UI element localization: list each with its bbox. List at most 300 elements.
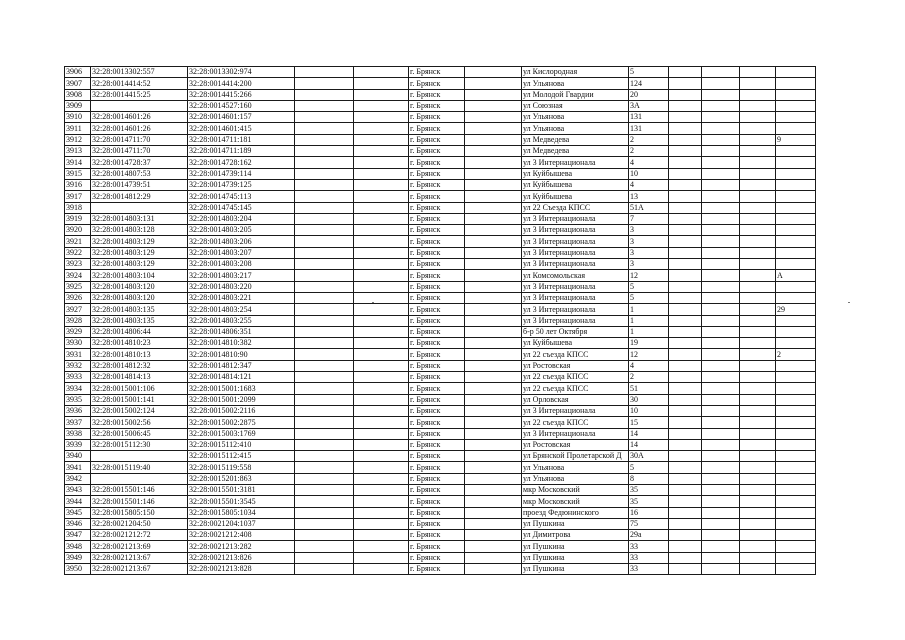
table-row <box>65 225 816 236</box>
cadastral-parcel-cell: 32:28:0014711:70 <box>91 146 188 157</box>
cadastral-object-cell: 32:28:0014601:157 <box>188 112 295 123</box>
apartment-cell <box>776 417 816 428</box>
empty-cell <box>354 78 409 89</box>
empty-cell <box>669 247 702 258</box>
empty-cell <box>702 473 740 484</box>
house-number-cell: 1 <box>629 304 669 315</box>
table-row <box>65 281 816 292</box>
address-registry-table <box>64 66 816 575</box>
empty-cell <box>740 213 776 224</box>
empty-cell <box>669 326 702 337</box>
empty-cell <box>740 473 776 484</box>
cadastral-object-cell: 32:28:0014745:145 <box>188 202 295 213</box>
empty-cell <box>669 473 702 484</box>
cadastral-object-cell: 32:28:0014803:255 <box>188 315 295 326</box>
table-row <box>65 405 816 416</box>
empty-cell <box>702 281 740 292</box>
cadastral-object-cell: 32:28:0014739:114 <box>188 168 295 179</box>
empty-cell <box>354 89 409 100</box>
cadastral-object-cell: 32:28:0013302:974 <box>188 67 295 78</box>
house-number-cell: 3 <box>629 247 669 258</box>
row-number-cell: 3943 <box>65 484 91 495</box>
empty-cell <box>740 270 776 281</box>
empty-cell <box>354 360 409 371</box>
house-number-cell: 12 <box>629 349 669 360</box>
empty-cell <box>295 326 354 337</box>
empty-cell <box>740 168 776 179</box>
empty-cell <box>295 168 354 179</box>
cadastral-parcel-cell: 32:28:0015001:106 <box>91 383 188 394</box>
street-cell: ул Ульянова <box>522 112 629 123</box>
empty-cell <box>740 507 776 518</box>
empty-cell <box>740 67 776 78</box>
empty-cell <box>740 552 776 563</box>
empty-cell <box>354 372 409 383</box>
empty-cell <box>669 259 702 270</box>
apartment-cell <box>776 518 816 529</box>
street-cell: ул Ульянова <box>522 78 629 89</box>
empty-cell <box>354 541 409 552</box>
empty-cell <box>465 349 522 360</box>
city-cell: г. Брянск <box>409 417 465 428</box>
row-number-cell: 3944 <box>65 496 91 507</box>
cadastral-object-cell: 32:28:0014803:254 <box>188 304 295 315</box>
empty-cell <box>354 462 409 473</box>
empty-cell <box>354 428 409 439</box>
empty-cell <box>465 179 522 190</box>
table-row <box>65 191 816 202</box>
row-number-cell: 3939 <box>65 439 91 450</box>
table-row <box>65 202 816 213</box>
apartment-cell <box>776 292 816 303</box>
table-row <box>65 157 816 168</box>
house-number-cell: 1 <box>629 315 669 326</box>
empty-cell <box>702 462 740 473</box>
city-cell: г. Брянск <box>409 405 465 416</box>
apartment-cell <box>776 564 816 575</box>
city-cell: г. Брянск <box>409 507 465 518</box>
city-cell: г. Брянск <box>409 78 465 89</box>
city-cell: г. Брянск <box>409 89 465 100</box>
empty-cell <box>465 89 522 100</box>
apartment-cell <box>776 405 816 416</box>
apartment-cell: А <box>776 270 816 281</box>
cadastral-object-cell: 32:28:0021212:408 <box>188 530 295 541</box>
cadastral-parcel-cell: 32:28:0014601:26 <box>91 123 188 134</box>
empty-cell <box>702 417 740 428</box>
house-number-cell: 5 <box>629 462 669 473</box>
row-number-cell: 3936 <box>65 405 91 416</box>
city-cell: г. Брянск <box>409 428 465 439</box>
apartment-cell: 2 <box>776 349 816 360</box>
apartment-cell <box>776 168 816 179</box>
table-row <box>65 304 816 315</box>
city-cell: г. Брянск <box>409 484 465 495</box>
table-row <box>65 530 816 541</box>
row-number-cell: 3930 <box>65 338 91 349</box>
cadastral-object-cell: 32:28:0014803:217 <box>188 270 295 281</box>
street-cell: ул 3 Интернационала <box>522 225 629 236</box>
empty-cell <box>740 394 776 405</box>
apartment-cell <box>776 67 816 78</box>
row-number-cell: 3915 <box>65 168 91 179</box>
empty-cell <box>354 179 409 190</box>
row-number-cell: 3906 <box>65 67 91 78</box>
cadastral-parcel-cell <box>91 202 188 213</box>
empty-cell <box>669 564 702 575</box>
cadastral-parcel-cell: 32:28:0014803:135 <box>91 304 188 315</box>
cadastral-parcel-cell: 32:28:0015112:30 <box>91 439 188 450</box>
empty-cell <box>465 541 522 552</box>
apartment-cell <box>776 541 816 552</box>
empty-cell <box>465 326 522 337</box>
city-cell: г. Брянск <box>409 383 465 394</box>
street-cell: ул Молодой Гвардии <box>522 89 629 100</box>
empty-cell <box>669 383 702 394</box>
table-row <box>65 552 816 563</box>
empty-cell <box>354 564 409 575</box>
city-cell: г. Брянск <box>409 552 465 563</box>
house-number-cell: 10 <box>629 405 669 416</box>
empty-cell <box>669 451 702 462</box>
empty-cell <box>354 225 409 236</box>
empty-cell <box>295 564 354 575</box>
house-number-cell: 131 <box>629 123 669 134</box>
empty-cell <box>354 304 409 315</box>
empty-cell <box>702 270 740 281</box>
empty-cell <box>465 360 522 371</box>
row-number-cell: 3946 <box>65 518 91 529</box>
cadastral-parcel-cell: 32:28:0015002:124 <box>91 405 188 416</box>
street-cell: ул Куйбышева <box>522 338 629 349</box>
empty-cell <box>740 259 776 270</box>
empty-cell <box>354 191 409 202</box>
cadastral-parcel-cell: 32:28:0014812:32 <box>91 360 188 371</box>
street-cell: ул Кислородная <box>522 67 629 78</box>
street-cell: ул Димитрова <box>522 530 629 541</box>
empty-cell <box>740 484 776 495</box>
empty-cell <box>354 292 409 303</box>
empty-cell <box>295 157 354 168</box>
house-number-cell: 13 <box>629 191 669 202</box>
street-cell: проезд Федюнинского <box>522 507 629 518</box>
table-row <box>65 134 816 145</box>
house-number-cell: 19 <box>629 338 669 349</box>
empty-cell <box>702 213 740 224</box>
apartment-cell <box>776 451 816 462</box>
empty-cell <box>295 236 354 247</box>
street-cell: ул 3 Интернационала <box>522 236 629 247</box>
empty-cell <box>669 304 702 315</box>
street-cell: ул Куйбышева <box>522 191 629 202</box>
row-number-cell: 3920 <box>65 225 91 236</box>
house-number-cell: 14 <box>629 428 669 439</box>
empty-cell <box>354 439 409 450</box>
cadastral-object-cell: 32:28:0015002:2116 <box>188 405 295 416</box>
empty-cell <box>354 146 409 157</box>
cadastral-parcel-cell: 32:28:0015001:141 <box>91 394 188 405</box>
row-number-cell: 3924 <box>65 270 91 281</box>
empty-cell <box>354 67 409 78</box>
row-number-cell: 3935 <box>65 394 91 405</box>
street-cell: ул 22 съезда КПСС <box>522 349 629 360</box>
empty-cell <box>465 552 522 563</box>
empty-cell <box>295 202 354 213</box>
row-number-cell: 3949 <box>65 552 91 563</box>
empty-cell <box>295 552 354 563</box>
empty-cell <box>354 100 409 111</box>
empty-cell <box>669 213 702 224</box>
city-cell: г. Брянск <box>409 315 465 326</box>
empty-cell <box>354 202 409 213</box>
street-cell: ул 3 Интернационала <box>522 304 629 315</box>
empty-cell <box>295 304 354 315</box>
apartment-cell: 9 <box>776 134 816 145</box>
empty-cell <box>740 462 776 473</box>
city-cell: г. Брянск <box>409 564 465 575</box>
empty-cell <box>669 428 702 439</box>
empty-cell <box>740 146 776 157</box>
apartment-cell <box>776 100 816 111</box>
empty-cell <box>669 541 702 552</box>
empty-cell <box>740 134 776 145</box>
empty-cell <box>295 394 354 405</box>
empty-cell <box>354 349 409 360</box>
cadastral-parcel-cell: 32:28:0014806:44 <box>91 326 188 337</box>
empty-cell <box>295 179 354 190</box>
house-number-cell: 51 <box>629 383 669 394</box>
empty-cell <box>465 473 522 484</box>
empty-cell <box>295 338 354 349</box>
empty-cell <box>669 496 702 507</box>
city-cell: г. Брянск <box>409 473 465 484</box>
city-cell: г. Брянск <box>409 202 465 213</box>
row-number-cell: 3941 <box>65 462 91 473</box>
empty-cell <box>354 451 409 462</box>
table-row <box>65 360 816 371</box>
empty-cell <box>669 157 702 168</box>
apartment-cell <box>776 462 816 473</box>
empty-cell <box>669 89 702 100</box>
empty-cell <box>295 247 354 258</box>
apartment-cell <box>776 530 816 541</box>
empty-cell <box>702 405 740 416</box>
table-row <box>65 428 816 439</box>
house-number-cell: 10 <box>629 168 669 179</box>
empty-cell <box>669 281 702 292</box>
empty-cell <box>740 100 776 111</box>
apartment-cell <box>776 326 816 337</box>
empty-cell <box>669 417 702 428</box>
empty-cell <box>465 213 522 224</box>
empty-cell <box>354 417 409 428</box>
empty-cell <box>295 191 354 202</box>
empty-cell <box>465 439 522 450</box>
street-cell: ул Куйбышева <box>522 179 629 190</box>
empty-cell <box>702 564 740 575</box>
row-number-cell: 3942 <box>65 473 91 484</box>
empty-cell <box>702 304 740 315</box>
street-cell: ул 3 Интернационала <box>522 405 629 416</box>
house-number-cell: 124 <box>629 78 669 89</box>
empty-cell <box>669 100 702 111</box>
house-number-cell: 51А <box>629 202 669 213</box>
empty-cell <box>702 202 740 213</box>
empty-cell <box>740 417 776 428</box>
empty-cell <box>740 236 776 247</box>
empty-cell <box>740 304 776 315</box>
empty-cell <box>740 338 776 349</box>
city-cell: г. Брянск <box>409 134 465 145</box>
cadastral-parcel-cell: 32:28:0015805:150 <box>91 507 188 518</box>
cadastral-object-cell: 32:28:0014414:200 <box>188 78 295 89</box>
city-cell: г. Брянск <box>409 451 465 462</box>
row-number-cell: 3931 <box>65 349 91 360</box>
empty-cell <box>354 405 409 416</box>
cadastral-object-cell: 32:28:0014711:181 <box>188 134 295 145</box>
apartment-cell <box>776 507 816 518</box>
apartment-cell <box>776 236 816 247</box>
cadastral-object-cell: 32:28:0014803:208 <box>188 259 295 270</box>
street-cell: ул Медведева <box>522 146 629 157</box>
empty-cell <box>295 270 354 281</box>
cadastral-object-cell: 32:28:0015201:863 <box>188 473 295 484</box>
city-cell: г. Брянск <box>409 236 465 247</box>
city-cell: г. Брянск <box>409 100 465 111</box>
row-number-cell: 3929 <box>65 326 91 337</box>
empty-cell <box>740 292 776 303</box>
cadastral-parcel-cell: 32:28:0014803:131 <box>91 213 188 224</box>
cadastral-object-cell: 32:28:0015002:2875 <box>188 417 295 428</box>
empty-cell <box>702 530 740 541</box>
cadastral-object-cell: 32:28:0014803:204 <box>188 213 295 224</box>
city-cell: г. Брянск <box>409 360 465 371</box>
empty-cell <box>702 67 740 78</box>
row-number-cell: 3926 <box>65 292 91 303</box>
empty-cell <box>295 360 354 371</box>
empty-cell <box>669 78 702 89</box>
street-cell: ул Комсомольская <box>522 270 629 281</box>
cadastral-parcel-cell: 32:28:0014803:135 <box>91 315 188 326</box>
table-row <box>65 564 816 575</box>
street-cell: ул 3 Интернационала <box>522 292 629 303</box>
street-cell: ул Куйбышева <box>522 168 629 179</box>
empty-cell <box>702 225 740 236</box>
empty-cell <box>740 496 776 507</box>
table-row <box>65 168 816 179</box>
street-cell: ул 22 съезда КПСС <box>522 372 629 383</box>
house-number-cell: 5 <box>629 281 669 292</box>
street-cell: ул 3 Интернационала <box>522 259 629 270</box>
empty-cell <box>354 530 409 541</box>
street-cell: ул 3 Интернационала <box>522 428 629 439</box>
cadastral-object-cell: 32:28:0014601:415 <box>188 123 295 134</box>
empty-cell <box>295 213 354 224</box>
empty-cell <box>740 78 776 89</box>
table-row <box>65 518 816 529</box>
empty-cell <box>669 191 702 202</box>
apartment-cell: 29 <box>776 304 816 315</box>
empty-cell <box>669 225 702 236</box>
empty-cell <box>465 270 522 281</box>
table-row <box>65 451 816 462</box>
cadastral-parcel-cell: 32:28:0014414:52 <box>91 78 188 89</box>
empty-cell <box>465 383 522 394</box>
empty-cell <box>465 134 522 145</box>
row-number-cell: 3907 <box>65 78 91 89</box>
apartment-cell <box>776 338 816 349</box>
cadastral-parcel-cell: 32:28:0015002:56 <box>91 417 188 428</box>
cadastral-object-cell: 32:28:0015501:3545 <box>188 496 295 507</box>
row-number-cell: 3910 <box>65 112 91 123</box>
empty-cell <box>740 564 776 575</box>
apartment-cell <box>776 179 816 190</box>
table-row <box>65 383 816 394</box>
empty-cell <box>740 247 776 258</box>
cadastral-parcel-cell: 32:28:0014810:13 <box>91 349 188 360</box>
empty-cell <box>295 451 354 462</box>
empty-cell <box>465 507 522 518</box>
city-cell: г. Брянск <box>409 179 465 190</box>
row-number-cell: 3933 <box>65 372 91 383</box>
cadastral-parcel-cell: 32:28:0021213:67 <box>91 552 188 563</box>
empty-cell <box>740 518 776 529</box>
house-number-cell: 131 <box>629 112 669 123</box>
empty-cell <box>295 100 354 111</box>
row-number-cell: 3938 <box>65 428 91 439</box>
row-number-cell: 3911 <box>65 123 91 134</box>
apartment-cell <box>776 473 816 484</box>
house-number-cell: 30А <box>629 451 669 462</box>
cadastral-parcel-cell: 32:28:0014803:120 <box>91 292 188 303</box>
apartment-cell <box>776 146 816 157</box>
empty-cell <box>295 372 354 383</box>
empty-cell <box>702 518 740 529</box>
empty-cell <box>465 315 522 326</box>
empty-cell <box>702 123 740 134</box>
row-number-cell: 3934 <box>65 383 91 394</box>
cadastral-parcel-cell <box>91 473 188 484</box>
cadastral-object-cell: 32:28:0015001:1683 <box>188 383 295 394</box>
empty-cell <box>354 236 409 247</box>
empty-cell <box>702 372 740 383</box>
empty-cell <box>465 225 522 236</box>
scan-speck <box>372 302 374 303</box>
city-cell: г. Брянск <box>409 326 465 337</box>
empty-cell <box>702 552 740 563</box>
table-row <box>65 473 816 484</box>
apartment-cell <box>776 259 816 270</box>
street-cell: ул 3 Интернационала <box>522 315 629 326</box>
table-row <box>65 394 816 405</box>
table-row <box>65 270 816 281</box>
apartment-cell <box>776 225 816 236</box>
empty-cell <box>669 462 702 473</box>
empty-cell <box>669 315 702 326</box>
empty-cell <box>702 78 740 89</box>
cadastral-parcel-cell: 32:28:0014728:37 <box>91 157 188 168</box>
house-number-cell: 75 <box>629 518 669 529</box>
empty-cell <box>295 518 354 529</box>
empty-cell <box>295 405 354 416</box>
apartment-cell <box>776 428 816 439</box>
empty-cell <box>354 473 409 484</box>
house-number-cell: 30 <box>629 394 669 405</box>
empty-cell <box>465 372 522 383</box>
empty-cell <box>295 439 354 450</box>
empty-cell <box>669 292 702 303</box>
scan-speck <box>848 302 850 303</box>
